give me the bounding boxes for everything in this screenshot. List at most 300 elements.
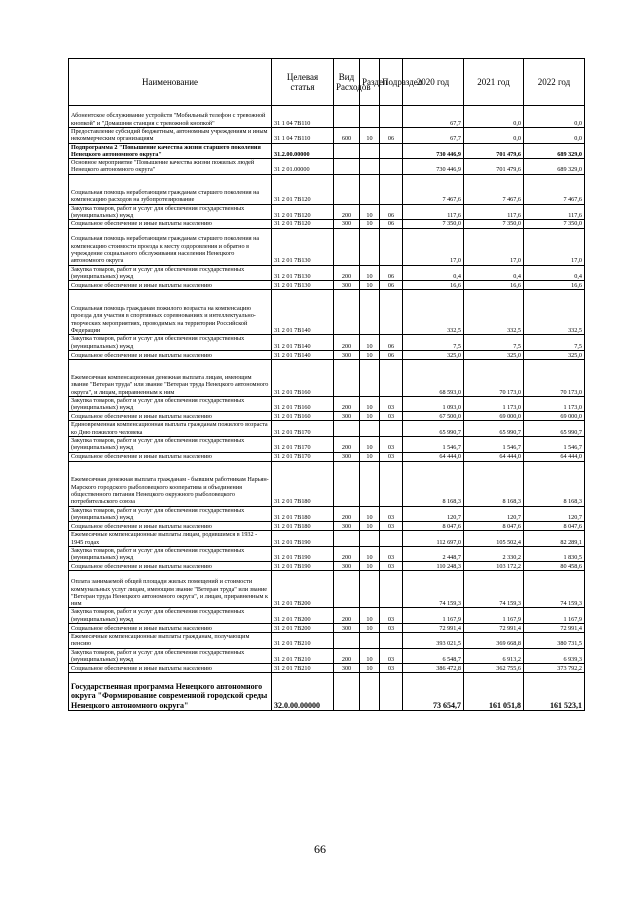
cell-name: Социальное обеспечение и иные выплаты населению bbox=[69, 562, 272, 571]
cell-2021: 325,0 bbox=[464, 350, 524, 359]
cell-name: Социальное обеспечение и иные выплаты населению bbox=[69, 350, 272, 359]
table-row bbox=[69, 461, 585, 506]
cell-2020: 325,0 bbox=[403, 350, 464, 359]
table-row bbox=[69, 562, 585, 571]
cell-name: Ежемесячная компенсационная денежная выплата лицам, имеющим звание "Ветеран труда" или звание "Ветеран труда Ненецкого автономного округа", и лицам, приравненным к ним bbox=[69, 359, 272, 396]
cell-vid bbox=[334, 174, 360, 204]
cell-2022: 80 458,6 bbox=[524, 562, 585, 571]
cell-2022: 7 467,6 bbox=[524, 174, 585, 204]
table-row bbox=[69, 128, 585, 144]
cell-target: 31 2 01 7В130 bbox=[272, 265, 334, 281]
cell-razdel bbox=[360, 571, 380, 608]
table-row bbox=[69, 220, 585, 228]
table-header-row bbox=[69, 59, 585, 106]
cell-2021: 64 444,0 bbox=[464, 452, 524, 461]
cell-vid: 200 bbox=[334, 437, 360, 453]
cell-podrazdel: 06 bbox=[380, 204, 403, 220]
cell-name: Закупка товаров, работ и услуг для обеспечения государственных (муниципальных) нужд bbox=[69, 546, 272, 562]
cell-2020: 117,6 bbox=[403, 204, 464, 220]
cell-razdel: 10 bbox=[360, 350, 380, 359]
cell-target: 31 2 01 7В210 bbox=[272, 633, 334, 649]
cell-2022: 0,0 bbox=[524, 128, 585, 144]
cell-vid bbox=[334, 571, 360, 608]
cell-name: Социальная помощь неработающим гражданам старшего поколения на компенсацию расходов на зубопротезирование bbox=[69, 174, 272, 204]
cell-name: Ежемесячная денежная выплата гражданам - бывшим работникам Нарьян-Марского городского рыболовецкого кооператива и объединения общественного питания Ненецкого окружного рыболовецкого потребительского союза bbox=[69, 461, 272, 506]
cell-name: Оплата занимаемой общей площади жилых помещений и стоимости коммунальных услуг лицам, имеющим звание "Ветеран труда" или звание "Ветеран труда Ненецкого автономного округа", и лицам, приравненным к ним bbox=[69, 571, 272, 608]
cell-2021: 117,6 bbox=[464, 204, 524, 220]
cell-vid bbox=[334, 421, 360, 437]
cell-razdel bbox=[360, 159, 380, 175]
cell-podrazdel: 03 bbox=[380, 546, 403, 562]
cell-podrazdel bbox=[380, 673, 403, 711]
table-row bbox=[69, 290, 585, 335]
cell-name: Закупка товаров, работ и услуг для обеспечения государственных (муниципальных) нужд bbox=[69, 608, 272, 624]
cell-podrazdel: 03 bbox=[380, 396, 403, 412]
cell-razdel bbox=[360, 461, 380, 506]
cell-2021: 332,5 bbox=[464, 290, 524, 335]
cell-2022: 7 350,0 bbox=[524, 220, 585, 228]
cell-vid bbox=[334, 531, 360, 547]
cell-2020: 67,7 bbox=[403, 106, 464, 128]
cell-target: 31 2 01 7В200 bbox=[272, 571, 334, 608]
cell-target: 31 2 01 7В140 bbox=[272, 335, 334, 351]
cell-name: Социальная помощь гражданам пожилого возраста на компенсацию проезда для участия в спортивных соревнованиях и интеллектуально-творческих мероприятиях, проводимых на территории Российской Федерации bbox=[69, 290, 272, 335]
cell-target: 31 2 01 7В210 bbox=[272, 648, 334, 664]
cell-2020: 2 448,7 bbox=[403, 546, 464, 562]
cell-target: 31 2 01 7В170 bbox=[272, 437, 334, 453]
cell-vid: 200 bbox=[334, 546, 360, 562]
cell-vid bbox=[334, 290, 360, 335]
cell-podrazdel: 06 bbox=[380, 265, 403, 281]
cell-razdel: 10 bbox=[360, 396, 380, 412]
table-row bbox=[69, 396, 585, 412]
cell-razdel: 10 bbox=[360, 608, 380, 624]
cell-2021: 1 173,0 bbox=[464, 396, 524, 412]
cell-podrazdel: 03 bbox=[380, 608, 403, 624]
cell-2021: 1 167,9 bbox=[464, 608, 524, 624]
table-row bbox=[69, 571, 585, 608]
cell-2021: 8 047,6 bbox=[464, 522, 524, 531]
cell-2022: 74 159,3 bbox=[524, 571, 585, 608]
cell-2020: 16,6 bbox=[403, 281, 464, 290]
cell-2022: 380 731,5 bbox=[524, 633, 585, 649]
cell-razdel bbox=[360, 633, 380, 649]
cell-vid: 300 bbox=[334, 281, 360, 290]
cell-razdel: 10 bbox=[360, 220, 380, 228]
cell-2020: 1 093,0 bbox=[403, 396, 464, 412]
cell-2020: 72 991,4 bbox=[403, 624, 464, 633]
cell-podrazdel bbox=[380, 106, 403, 128]
cell-podrazdel: 03 bbox=[380, 506, 403, 522]
cell-vid: 300 bbox=[334, 350, 360, 359]
cell-2021: 70 173,0 bbox=[464, 359, 524, 396]
cell-podrazdel bbox=[380, 143, 403, 159]
cell-razdel: 10 bbox=[360, 128, 380, 144]
cell-name: Закупка товаров, работ и услуг для обеспечения государственных (муниципальных) нужд bbox=[69, 204, 272, 220]
cell-name: Социальное обеспечение и иные выплаты населению bbox=[69, 664, 272, 673]
table-row bbox=[69, 531, 585, 547]
cell-2020: 386 472,8 bbox=[403, 664, 464, 673]
cell-target: 31.2.00.00000 bbox=[272, 143, 334, 159]
table-row bbox=[69, 281, 585, 290]
cell-razdel: 10 bbox=[360, 412, 380, 421]
cell-2021: 72 991,4 bbox=[464, 624, 524, 633]
cell-2020: 112 697,0 bbox=[403, 531, 464, 547]
cell-podrazdel bbox=[380, 290, 403, 335]
cell-2020: 17,0 bbox=[403, 228, 464, 265]
header-razdel: Раздел bbox=[360, 59, 380, 106]
cell-name: Ежемесячные компенсационные выплаты лицам, родившимся в 1932 - 1945 годах bbox=[69, 531, 272, 547]
cell-vid: 200 bbox=[334, 608, 360, 624]
cell-target: 31 2 01 7В170 bbox=[272, 452, 334, 461]
cell-vid: 300 bbox=[334, 562, 360, 571]
cell-2021: 2 330,2 bbox=[464, 546, 524, 562]
cell-razdel: 10 bbox=[360, 265, 380, 281]
cell-target: 31 2 01 7В130 bbox=[272, 281, 334, 290]
cell-podrazdel: 03 bbox=[380, 664, 403, 673]
cell-razdel bbox=[360, 143, 380, 159]
cell-name: Социальное обеспечение и иные выплаты населению bbox=[69, 412, 272, 421]
cell-2020: 67 500,0 bbox=[403, 412, 464, 421]
cell-2021: 17,0 bbox=[464, 228, 524, 265]
cell-2021: 1 546,7 bbox=[464, 437, 524, 453]
cell-podrazdel: 03 bbox=[380, 624, 403, 633]
cell-2022: 69 000,0 bbox=[524, 412, 585, 421]
cell-razdel: 10 bbox=[360, 335, 380, 351]
cell-razdel bbox=[360, 228, 380, 265]
cell-2020: 7,5 bbox=[403, 335, 464, 351]
table-row bbox=[69, 673, 585, 711]
header-2020: 2020 год bbox=[403, 59, 464, 106]
cell-name: Предоставление субсидий бюджетным, автономным учреждениям и иным некоммерческим организациям bbox=[69, 128, 272, 144]
cell-2022: 0,0 bbox=[524, 106, 585, 128]
cell-2022: 65 990,7 bbox=[524, 421, 585, 437]
cell-target: 31 2 01 7В180 bbox=[272, 522, 334, 531]
cell-2022: 120,7 bbox=[524, 506, 585, 522]
cell-2022: 8 047,6 bbox=[524, 522, 585, 531]
cell-target: 31 1 04 7В110 bbox=[272, 106, 334, 128]
cell-target: 31 2 01 7В130 bbox=[272, 228, 334, 265]
cell-2022: 161 523,1 bbox=[524, 673, 585, 711]
cell-name: Абонентское обслуживание устройств "Мобильный телефон с тревожной кнопкой" и "Домашняя станция с тревожной кнопкой" bbox=[69, 106, 272, 128]
cell-2022: 70 173,0 bbox=[524, 359, 585, 396]
cell-target: 31 2 01 7В160 bbox=[272, 359, 334, 396]
cell-2022: 8 168,3 bbox=[524, 461, 585, 506]
cell-2022: 16,6 bbox=[524, 281, 585, 290]
cell-name: Основное мероприятие "Повышение качества жизни пожилых людей Ненецкого автономного округа" bbox=[69, 159, 272, 175]
cell-2020: 68 593,0 bbox=[403, 359, 464, 396]
cell-target: 31 2 01 7В160 bbox=[272, 412, 334, 421]
cell-razdel bbox=[360, 174, 380, 204]
cell-podrazdel: 03 bbox=[380, 452, 403, 461]
cell-podrazdel: 06 bbox=[380, 281, 403, 290]
cell-target: 31 2 01 7В180 bbox=[272, 506, 334, 522]
cell-2021: 103 172,2 bbox=[464, 562, 524, 571]
cell-target: 31 2 01 7В190 bbox=[272, 562, 334, 571]
cell-2021: 0,0 bbox=[464, 106, 524, 128]
cell-2021: 701 479,6 bbox=[464, 159, 524, 175]
cell-razdel: 10 bbox=[360, 506, 380, 522]
cell-target: 31 2 01 7В200 bbox=[272, 624, 334, 633]
cell-vid: 200 bbox=[334, 506, 360, 522]
cell-name: Государственная программа Ненецкого автономного округа "Формирование современной городской среды Ненецкого автономного округа" bbox=[69, 673, 272, 711]
cell-vid: 200 bbox=[334, 204, 360, 220]
cell-2022: 1 173,0 bbox=[524, 396, 585, 412]
cell-name: Закупка товаров, работ и услуг для обеспечения государственных (муниципальных) нужд bbox=[69, 506, 272, 522]
table-row bbox=[69, 664, 585, 673]
table-row bbox=[69, 143, 585, 159]
cell-2020: 332,5 bbox=[403, 290, 464, 335]
cell-podrazdel: 03 bbox=[380, 522, 403, 531]
cell-razdel bbox=[360, 421, 380, 437]
header-podrazdel: Подраздел bbox=[380, 59, 403, 106]
cell-vid: 300 bbox=[334, 220, 360, 228]
cell-2022: 325,0 bbox=[524, 350, 585, 359]
cell-razdel bbox=[360, 673, 380, 711]
cell-vid bbox=[334, 143, 360, 159]
cell-2021: 7 467,6 bbox=[464, 174, 524, 204]
cell-razdel: 10 bbox=[360, 546, 380, 562]
cell-target: 31 2 01.00000 bbox=[272, 159, 334, 175]
cell-target: 31 2 01 7В140 bbox=[272, 350, 334, 359]
cell-vid bbox=[334, 228, 360, 265]
cell-2020: 67,7 bbox=[403, 128, 464, 144]
cell-name: Социальное обеспечение и иные выплаты населению bbox=[69, 624, 272, 633]
cell-podrazdel bbox=[380, 531, 403, 547]
table-row bbox=[69, 265, 585, 281]
cell-name: Ежемесячные компенсационные выплаты гражданам, получающим пенсию bbox=[69, 633, 272, 649]
cell-name: Закупка товаров, работ и услуг для обеспечения государственных (муниципальных) нужд bbox=[69, 335, 272, 351]
cell-2022: 17,0 bbox=[524, 228, 585, 265]
cell-razdel bbox=[360, 531, 380, 547]
table-row bbox=[69, 506, 585, 522]
cell-podrazdel: 06 bbox=[380, 350, 403, 359]
cell-name: Единовременная компенсационная выплата гражданам пожилого возраста ко Дню пожилого человека bbox=[69, 421, 272, 437]
cell-target: 31 2 01 7В190 bbox=[272, 531, 334, 547]
cell-name: Социальное обеспечение и иные выплаты населению bbox=[69, 281, 272, 290]
cell-target: 31 1 04 7В110 bbox=[272, 128, 334, 144]
cell-razdel bbox=[360, 359, 380, 396]
cell-2021: 362 755,6 bbox=[464, 664, 524, 673]
cell-2021: 65 990,7 bbox=[464, 421, 524, 437]
page-number: 66 bbox=[314, 842, 326, 856]
cell-2020: 74 159,3 bbox=[403, 571, 464, 608]
cell-razdel: 10 bbox=[360, 664, 380, 673]
cell-2022: 82 289,1 bbox=[524, 531, 585, 547]
cell-vid bbox=[334, 159, 360, 175]
cell-target: 31 2 01 7В210 bbox=[272, 664, 334, 673]
cell-2021: 105 502,4 bbox=[464, 531, 524, 547]
cell-2020: 1 167,9 bbox=[403, 608, 464, 624]
cell-name: Закупка товаров, работ и услуг для обеспечения государственных (муниципальных) нужд bbox=[69, 437, 272, 453]
table-row bbox=[69, 648, 585, 664]
cell-2020: 1 546,7 bbox=[403, 437, 464, 453]
cell-podrazdel: 06 bbox=[380, 335, 403, 351]
cell-2022: 1 167,9 bbox=[524, 608, 585, 624]
cell-name: Закупка товаров, работ и услуг для обеспечения государственных (муниципальных) нужд bbox=[69, 648, 272, 664]
cell-2020: 0,4 bbox=[403, 265, 464, 281]
cell-razdel bbox=[360, 290, 380, 335]
cell-podrazdel bbox=[380, 174, 403, 204]
cell-2022: 1 546,7 bbox=[524, 437, 585, 453]
cell-razdel bbox=[360, 106, 380, 128]
cell-2020: 65 990,7 bbox=[403, 421, 464, 437]
table-row bbox=[69, 159, 585, 175]
cell-name: Закупка товаров, работ и услуг для обеспечения государственных (муниципальных) нужд bbox=[69, 265, 272, 281]
cell-podrazdel bbox=[380, 461, 403, 506]
cell-2021: 369 668,8 bbox=[464, 633, 524, 649]
cell-2020: 7 467,6 bbox=[403, 174, 464, 204]
cell-target: 31 2 01 7В170 bbox=[272, 421, 334, 437]
cell-2022: 64 444,0 bbox=[524, 452, 585, 461]
cell-target: 32.0.00.00000 bbox=[272, 673, 334, 711]
cell-2020: 7 350,0 bbox=[403, 220, 464, 228]
cell-2020: 120,7 bbox=[403, 506, 464, 522]
cell-target: 31 2 01 7В140 bbox=[272, 290, 334, 335]
table-row bbox=[69, 174, 585, 204]
cell-2020: 730 446,9 bbox=[403, 159, 464, 175]
header-2022: 2022 год bbox=[524, 59, 585, 106]
table-body bbox=[69, 106, 585, 711]
cell-2022: 0,4 bbox=[524, 265, 585, 281]
cell-podrazdel: 03 bbox=[380, 562, 403, 571]
table-row bbox=[69, 412, 585, 421]
table-row bbox=[69, 608, 585, 624]
cell-razdel: 10 bbox=[360, 648, 380, 664]
cell-vid bbox=[334, 461, 360, 506]
cell-name: Закупка товаров, работ и услуг для обеспечения государственных (муниципальных) нужд bbox=[69, 396, 272, 412]
cell-2020: 393 021,5 bbox=[403, 633, 464, 649]
cell-2020: 8 047,6 bbox=[403, 522, 464, 531]
table-row bbox=[69, 452, 585, 461]
cell-vid bbox=[334, 633, 360, 649]
cell-2022: 6 939,3 bbox=[524, 648, 585, 664]
cell-vid bbox=[334, 106, 360, 128]
table-row bbox=[69, 350, 585, 359]
cell-2021: 161 051,8 bbox=[464, 673, 524, 711]
cell-name: Подпрограмма 2 "Повышение качества жизни старшего поколения Ненецкого автономного округа" bbox=[69, 143, 272, 159]
cell-razdel: 10 bbox=[360, 281, 380, 290]
cell-2022: 332,5 bbox=[524, 290, 585, 335]
cell-2021: 120,7 bbox=[464, 506, 524, 522]
cell-target: 31 2 01 7В120 bbox=[272, 174, 334, 204]
cell-2020: 64 444,0 bbox=[403, 452, 464, 461]
cell-2022: 373 792,2 bbox=[524, 664, 585, 673]
cell-razdel: 10 bbox=[360, 204, 380, 220]
header-name: Наименование bbox=[69, 59, 272, 106]
cell-target: 31 2 01 7В160 bbox=[272, 396, 334, 412]
cell-target: 31 2 01 7В200 bbox=[272, 608, 334, 624]
cell-vid: 300 bbox=[334, 412, 360, 421]
cell-2021: 69 000,0 bbox=[464, 412, 524, 421]
header-target: Целевая статья bbox=[272, 59, 334, 106]
cell-podrazdel bbox=[380, 359, 403, 396]
table-row bbox=[69, 359, 585, 396]
cell-razdel: 10 bbox=[360, 437, 380, 453]
cell-target: 31 2 01 7В120 bbox=[272, 204, 334, 220]
cell-2021: 7,5 bbox=[464, 335, 524, 351]
cell-2021: 74 159,3 bbox=[464, 571, 524, 608]
cell-2022: 7,5 bbox=[524, 335, 585, 351]
table-row bbox=[69, 204, 585, 220]
table-row bbox=[69, 546, 585, 562]
cell-2021: 8 168,3 bbox=[464, 461, 524, 506]
cell-podrazdel: 03 bbox=[380, 437, 403, 453]
cell-vid: 200 bbox=[334, 335, 360, 351]
table-row bbox=[69, 633, 585, 649]
cell-2022: 689 329,0 bbox=[524, 159, 585, 175]
cell-podrazdel bbox=[380, 633, 403, 649]
cell-razdel: 10 bbox=[360, 452, 380, 461]
cell-vid: 200 bbox=[334, 648, 360, 664]
table-row bbox=[69, 106, 585, 128]
cell-podrazdel: 03 bbox=[380, 412, 403, 421]
cell-podrazdel: 06 bbox=[380, 128, 403, 144]
cell-name: Социальная помощь неработающим гражданам старшего поколения на компенсацию стоимости проезда к месту оздоровления и обратно в учреждение социального обслуживания населения Ненецкого автономного округа bbox=[69, 228, 272, 265]
cell-razdel: 10 bbox=[360, 522, 380, 531]
cell-2022: 72 991,4 bbox=[524, 624, 585, 633]
table-row bbox=[69, 624, 585, 633]
cell-2021: 16,6 bbox=[464, 281, 524, 290]
cell-2022: 117,6 bbox=[524, 204, 585, 220]
cell-name: Социальное обеспечение и иные выплаты населению bbox=[69, 522, 272, 531]
cell-podrazdel: 06 bbox=[380, 220, 403, 228]
cell-target: 31 2 01 7В190 bbox=[272, 546, 334, 562]
cell-vid: 300 bbox=[334, 624, 360, 633]
cell-razdel: 10 bbox=[360, 562, 380, 571]
table-row bbox=[69, 522, 585, 531]
cell-2020: 6 548,7 bbox=[403, 648, 464, 664]
table-row bbox=[69, 228, 585, 265]
table-row bbox=[69, 421, 585, 437]
cell-razdel: 10 bbox=[360, 624, 380, 633]
cell-2020: 730 446,9 bbox=[403, 143, 464, 159]
cell-2021: 7 350,0 bbox=[464, 220, 524, 228]
cell-2020: 110 248,3 bbox=[403, 562, 464, 571]
cell-podrazdel bbox=[380, 228, 403, 265]
cell-podrazdel bbox=[380, 571, 403, 608]
table-row bbox=[69, 437, 585, 453]
budget-table bbox=[68, 58, 585, 711]
cell-target: 31 2 01 7В120 bbox=[272, 220, 334, 228]
cell-vid: 300 bbox=[334, 452, 360, 461]
cell-2020: 73 654,7 bbox=[403, 673, 464, 711]
cell-2022: 689 329,0 bbox=[524, 143, 585, 159]
cell-2021: 701 479,6 bbox=[464, 143, 524, 159]
cell-vid: 200 bbox=[334, 396, 360, 412]
cell-2020: 8 168,3 bbox=[403, 461, 464, 506]
header-2021: 2021 год bbox=[464, 59, 524, 106]
cell-vid bbox=[334, 673, 360, 711]
cell-vid: 600 bbox=[334, 128, 360, 144]
cell-podrazdel bbox=[380, 421, 403, 437]
cell-vid: 300 bbox=[334, 664, 360, 673]
cell-vid: 300 bbox=[334, 522, 360, 531]
cell-2021: 0,0 bbox=[464, 128, 524, 144]
cell-target: 31 2 01 7В180 bbox=[272, 461, 334, 506]
cell-vid: 200 bbox=[334, 265, 360, 281]
cell-2022: 1 830,5 bbox=[524, 546, 585, 562]
cell-name: Социальное обеспечение и иные выплаты населению bbox=[69, 452, 272, 461]
cell-2021: 6 913,2 bbox=[464, 648, 524, 664]
cell-podrazdel: 03 bbox=[380, 648, 403, 664]
cell-podrazdel bbox=[380, 159, 403, 175]
cell-name: Социальное обеспечение и иные выплаты населению bbox=[69, 220, 272, 228]
header-vid: Вид Расходов bbox=[334, 59, 360, 106]
table-row bbox=[69, 335, 585, 351]
cell-vid bbox=[334, 359, 360, 396]
cell-2021: 0,4 bbox=[464, 265, 524, 281]
